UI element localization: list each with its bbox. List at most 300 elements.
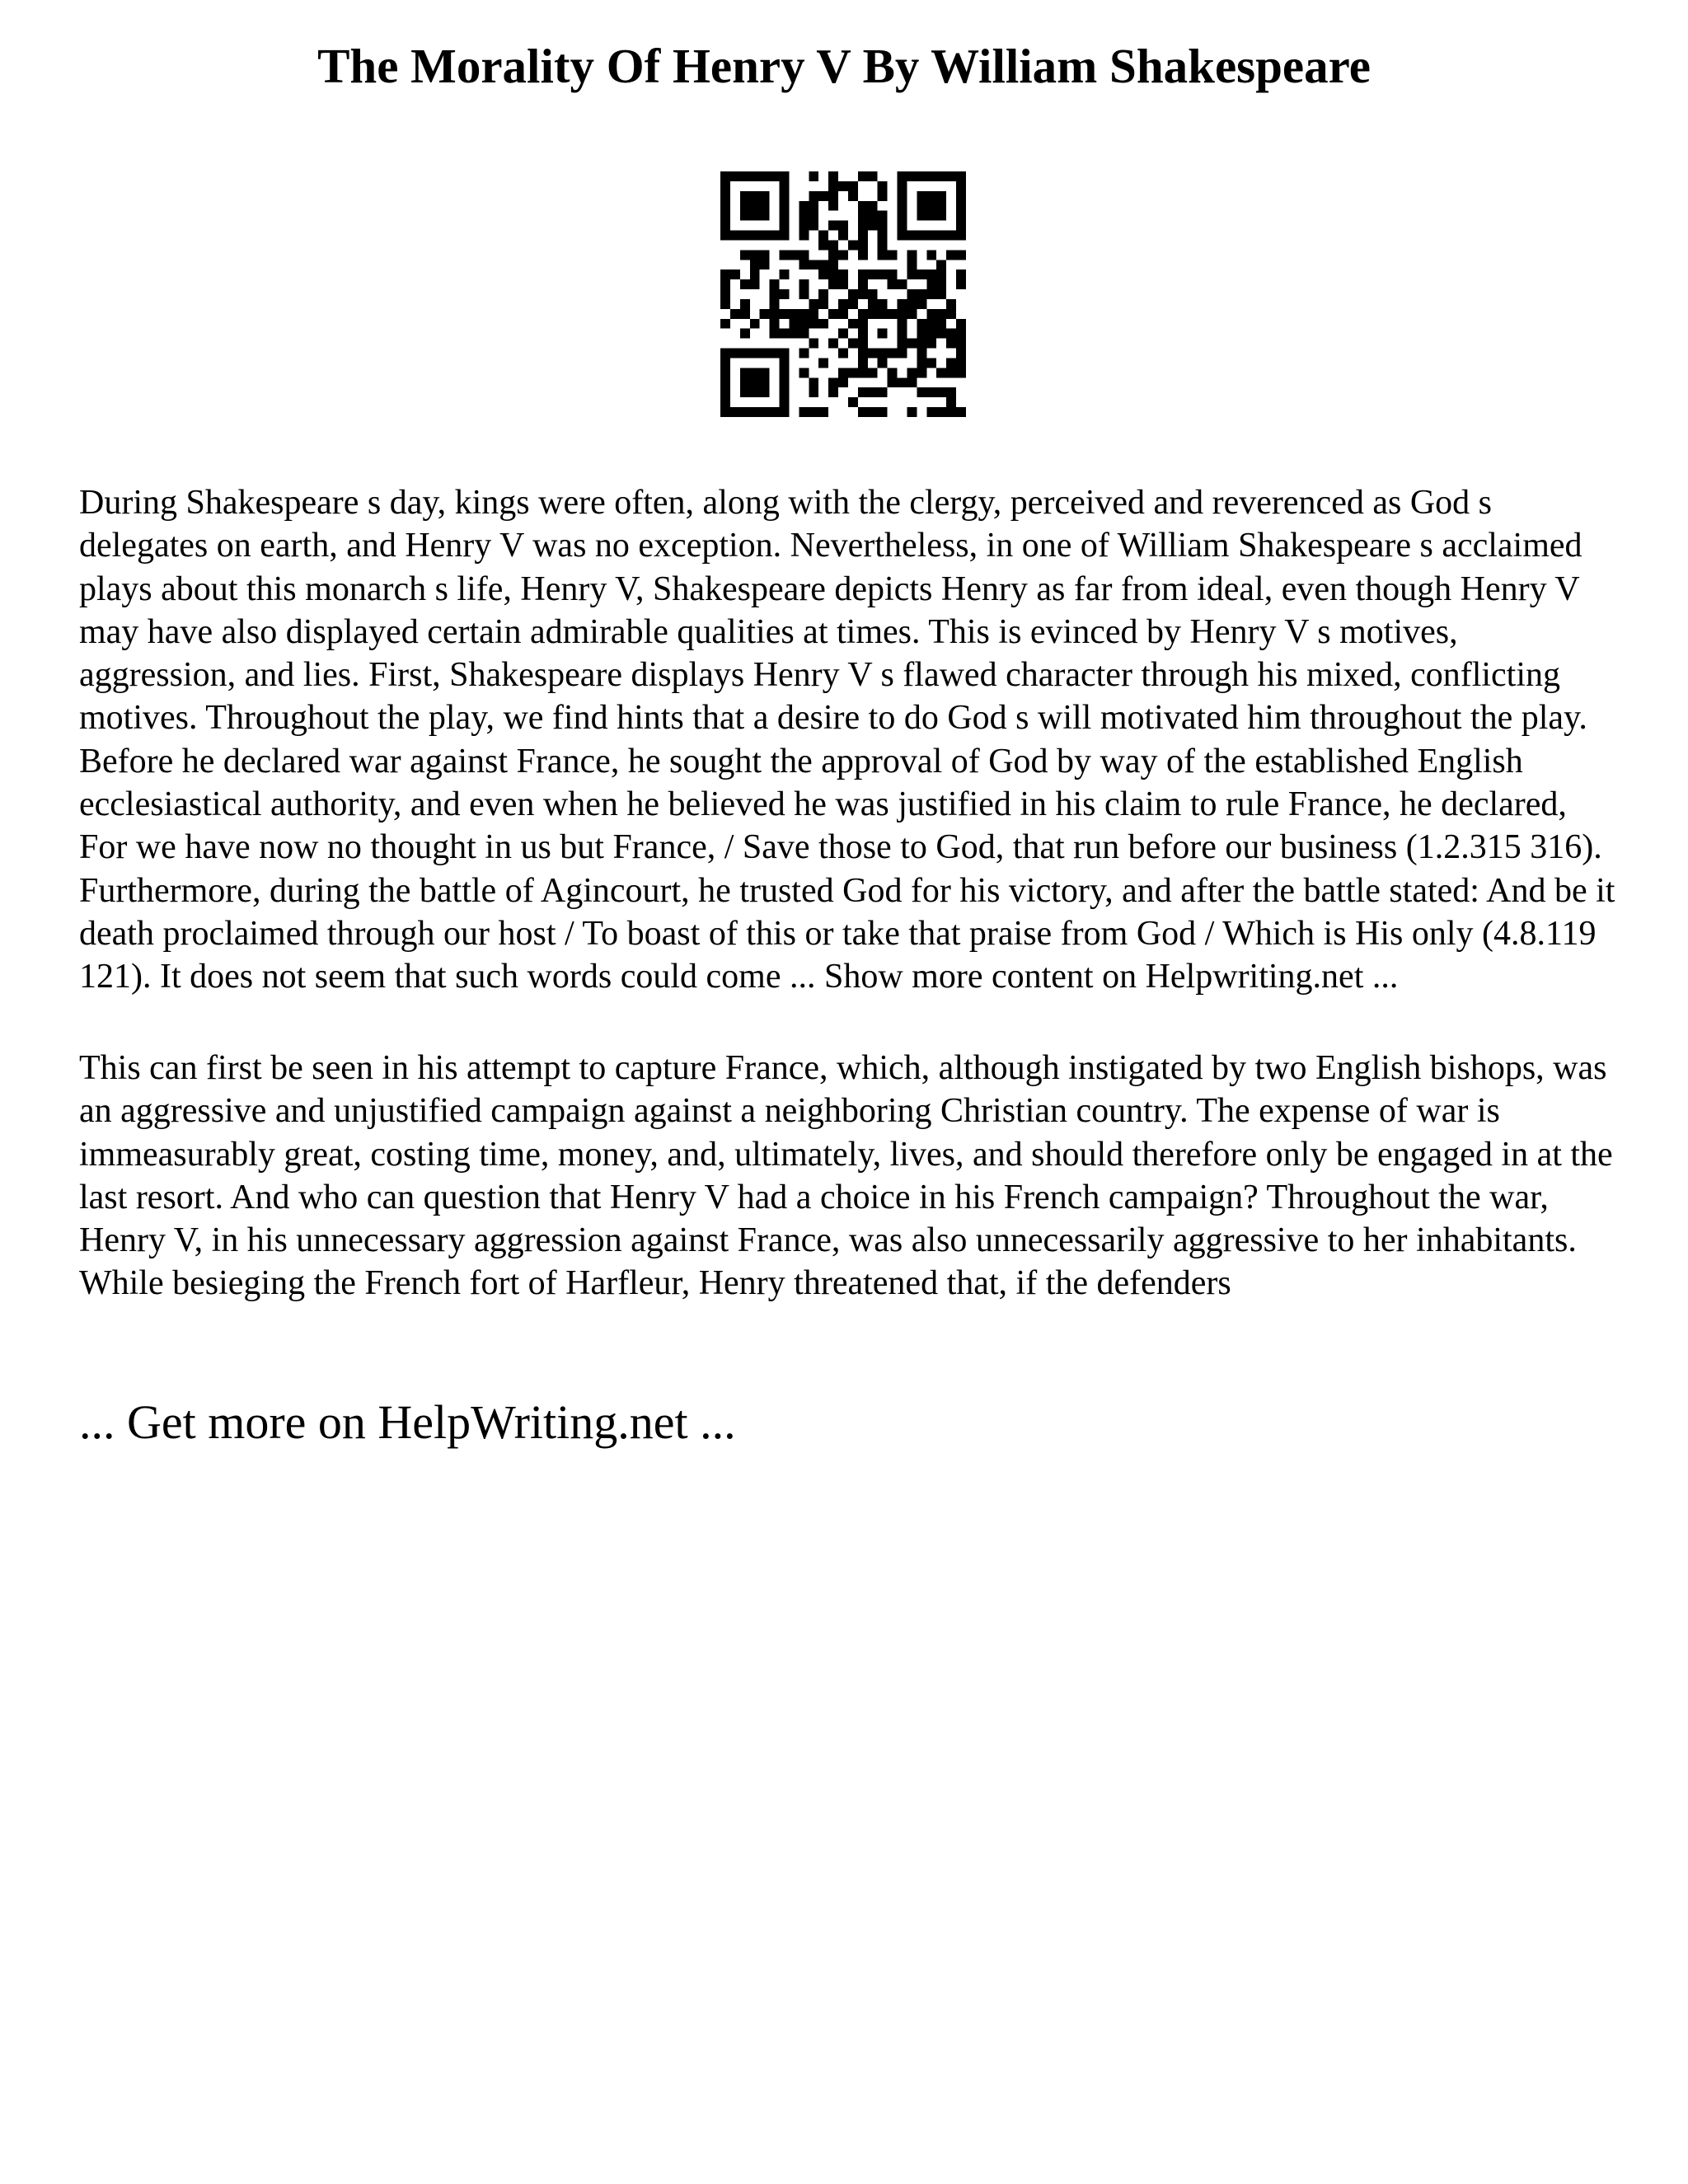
qr-module — [780, 201, 790, 211]
qr-module — [936, 231, 946, 241]
qr-module — [789, 309, 799, 319]
qr-module — [956, 279, 966, 289]
qr-module — [917, 329, 926, 339]
qr-module — [828, 339, 838, 349]
qr-module — [907, 171, 917, 181]
qr-module — [770, 407, 780, 417]
qr-module — [780, 181, 790, 191]
qr-module — [770, 279, 780, 289]
qr-module — [917, 358, 926, 368]
qr-module — [730, 231, 740, 241]
qr-module — [848, 319, 858, 329]
qr-module — [898, 211, 907, 221]
qr-module — [878, 349, 888, 359]
qr-module — [740, 407, 750, 417]
qr-module — [740, 349, 750, 359]
qr-module — [780, 211, 790, 221]
qr-module — [858, 407, 868, 417]
qr-module — [740, 299, 750, 309]
qr-module — [917, 349, 926, 359]
qr-module — [809, 171, 818, 181]
qr-module — [926, 269, 936, 279]
qr-module — [946, 407, 956, 417]
qr-module — [760, 349, 770, 359]
qr-module — [926, 339, 936, 349]
qr-module — [750, 211, 760, 221]
qr-module — [907, 299, 917, 309]
qr-module — [946, 387, 956, 397]
qr-module — [898, 191, 907, 201]
qr-module — [848, 339, 858, 349]
qr-module — [878, 181, 888, 191]
qr-module — [809, 309, 818, 319]
qr-module — [868, 309, 878, 319]
qr-module — [907, 377, 917, 387]
qr-module — [750, 171, 760, 181]
qr-module — [848, 299, 858, 309]
qr-module — [946, 231, 956, 241]
qr-module — [720, 231, 730, 241]
qr-module — [878, 309, 888, 319]
qr-module — [936, 171, 946, 181]
qr-module — [780, 387, 790, 397]
qr-module — [760, 201, 770, 211]
qr-module — [770, 171, 780, 181]
qr-module — [926, 329, 936, 339]
qr-module — [848, 397, 858, 407]
qr-module — [818, 240, 828, 250]
qr-module — [956, 269, 966, 279]
qr-module — [868, 299, 878, 309]
qr-module — [799, 349, 809, 359]
qr-module — [809, 407, 818, 417]
qr-module — [926, 407, 936, 417]
qr-module — [907, 368, 917, 377]
qr-module — [907, 231, 917, 241]
qr-module — [818, 231, 828, 241]
qr-module — [926, 387, 936, 397]
qr-module — [956, 368, 966, 377]
qr-module — [907, 309, 917, 319]
qr-module — [858, 349, 868, 359]
qr-module — [917, 191, 926, 201]
qr-module — [770, 231, 780, 241]
qr-module — [799, 368, 809, 377]
qr-module — [740, 368, 750, 377]
qr-module — [888, 309, 898, 319]
qr-module — [720, 397, 730, 407]
qr-module — [848, 191, 858, 201]
qr-module — [780, 329, 790, 339]
qr-module — [818, 319, 828, 329]
qr-module — [917, 339, 926, 349]
qr-module — [750, 319, 760, 329]
qr-module — [720, 358, 730, 368]
qr-module — [936, 269, 946, 279]
qr-module — [907, 260, 917, 269]
body-paragraph-2: This can first be seen in his attempt to capture France, which, although instigated by two English bishops, was an aggressive and unjustified campaign against a neighboring Christian country. The expense of war is immeasurably great, costing time, money, and, ultimately, lives, and should therefore only be engaged in at the last resort. And who can question that Henry V had a choice in his French campaign? Throughout the war, Henry V, in his unnecessary aggression against France, was also unnecessarily aggressive to her inhabitants. While besieging the French fort of Harfleur, Henry threatened that, if the defenders — [79, 1049, 1613, 1303]
qr-module — [789, 250, 799, 260]
qr-module — [828, 181, 838, 191]
qr-module — [936, 211, 946, 221]
qr-module — [720, 319, 730, 329]
qr-module — [838, 279, 848, 289]
qr-module — [799, 319, 809, 329]
qr-module — [868, 407, 878, 417]
qr-module — [946, 171, 956, 181]
qr-module — [898, 329, 907, 339]
qr-module — [799, 201, 809, 211]
qr-module — [799, 407, 809, 417]
qr-module — [828, 201, 838, 211]
qr-module — [780, 191, 790, 201]
qr-module — [740, 231, 750, 241]
qr-module — [760, 171, 770, 181]
qr-module — [898, 231, 907, 241]
qr-module — [898, 279, 907, 289]
qr-module — [780, 231, 790, 241]
qr-module — [809, 377, 818, 387]
qr-module — [799, 231, 809, 241]
qr-module — [936, 319, 946, 329]
qr-module — [917, 319, 926, 329]
qr-module — [888, 377, 898, 387]
qr-module — [946, 299, 956, 309]
qr-module — [750, 201, 760, 211]
qr-module — [760, 309, 770, 319]
qr-module — [828, 279, 838, 289]
qr-module — [750, 387, 760, 397]
qr-module — [809, 339, 818, 349]
qr-module — [917, 211, 926, 221]
qr-module — [878, 299, 888, 309]
qr-module — [936, 191, 946, 201]
qr-module — [828, 269, 838, 279]
qr-module — [936, 329, 946, 339]
qr-module — [838, 309, 848, 319]
qr-module — [926, 319, 936, 329]
qr-module — [750, 191, 760, 201]
qr-module — [838, 181, 848, 191]
qr-module — [936, 260, 946, 269]
qr-module — [936, 387, 946, 397]
qr-module — [780, 349, 790, 359]
qr-module — [956, 319, 966, 329]
qr-module — [917, 171, 926, 181]
qr-module — [828, 250, 838, 260]
qr-module — [740, 309, 750, 319]
qr-module — [828, 377, 838, 387]
qr-module — [828, 191, 838, 201]
qr-module — [818, 407, 828, 417]
qr-module — [936, 279, 946, 289]
qr-module — [799, 260, 809, 269]
qr-module — [780, 407, 790, 417]
qr-module — [878, 191, 888, 201]
qr-module — [720, 171, 730, 181]
qr-module — [838, 349, 848, 359]
qr-module — [858, 250, 868, 260]
qr-module — [858, 221, 868, 231]
qr-module — [926, 191, 936, 201]
qr-module — [838, 221, 848, 231]
qr-module — [750, 231, 760, 241]
qr-module — [760, 211, 770, 221]
qr-module — [780, 368, 790, 377]
qr-module — [720, 201, 730, 211]
qr-module — [809, 299, 818, 309]
qr-module — [750, 407, 760, 417]
qr-module — [760, 260, 770, 269]
qr-module — [720, 211, 730, 221]
qr-module — [720, 387, 730, 397]
qr-module — [780, 289, 790, 299]
qr-module — [818, 191, 828, 201]
qr-module — [898, 181, 907, 191]
qr-module — [740, 279, 750, 289]
qr-module — [946, 339, 956, 349]
qr-module — [828, 171, 838, 181]
qr-module — [740, 377, 750, 387]
qr-module — [917, 299, 926, 309]
qr-module — [809, 201, 818, 211]
qr-module — [730, 407, 740, 417]
qr-module — [926, 250, 936, 260]
qr-module — [956, 250, 966, 260]
qr-module — [818, 358, 828, 368]
qr-module — [750, 279, 760, 289]
qr-module — [760, 387, 770, 397]
qr-module — [956, 191, 966, 201]
qr-module — [760, 377, 770, 387]
qr-module — [878, 231, 888, 241]
qr-module — [828, 260, 838, 269]
qr-module — [828, 387, 838, 397]
qr-module — [720, 368, 730, 377]
qr-module — [730, 309, 740, 319]
qr-module — [750, 260, 760, 269]
qr-module — [946, 329, 956, 339]
qr-module — [926, 279, 936, 289]
qr-module — [848, 368, 858, 377]
qr-module — [956, 231, 966, 241]
qr-module — [750, 269, 760, 279]
qr-module — [888, 368, 898, 377]
qr-module — [878, 250, 888, 260]
qr-module — [858, 269, 868, 279]
qr-module — [780, 171, 790, 181]
qr-module — [740, 171, 750, 181]
qr-module — [878, 240, 888, 250]
qr-module — [799, 309, 809, 319]
qr-module — [898, 319, 907, 329]
qr-module — [720, 407, 730, 417]
qr-module — [917, 368, 926, 377]
qr-module — [888, 269, 898, 279]
qr-module — [838, 269, 848, 279]
qr-module — [936, 368, 946, 377]
qr-module — [878, 387, 888, 397]
qr-module — [838, 329, 848, 339]
qr-module — [858, 339, 868, 349]
qr-module — [878, 269, 888, 279]
qr-module — [858, 171, 868, 181]
qr-module — [780, 250, 790, 260]
qr-module — [760, 250, 770, 260]
qr-module — [868, 387, 878, 397]
qr-module — [926, 231, 936, 241]
qr-module — [936, 309, 946, 319]
qr-module — [898, 377, 907, 387]
qr-module — [740, 387, 750, 397]
qr-module — [770, 349, 780, 359]
qr-module — [926, 358, 936, 368]
qr-module — [809, 221, 818, 231]
qr-module — [760, 368, 770, 377]
qr-module — [828, 309, 838, 319]
qr-module — [858, 309, 868, 319]
qr-module — [956, 358, 966, 368]
qr-module — [828, 221, 838, 231]
qr-module — [878, 329, 888, 339]
qr-module — [926, 171, 936, 181]
qr-module — [858, 387, 868, 397]
qr-module — [917, 231, 926, 241]
qr-module — [926, 211, 936, 221]
qr-module — [720, 289, 730, 299]
qr-module — [760, 231, 770, 241]
qr-module — [888, 349, 898, 359]
qr-module — [878, 221, 888, 231]
qr-module — [898, 349, 907, 359]
qr-module — [926, 289, 936, 299]
qr-module — [926, 309, 936, 319]
qr-module — [868, 171, 878, 181]
qr-module — [838, 368, 848, 377]
qr-module — [956, 339, 966, 349]
qr-module — [907, 250, 917, 260]
qr-module — [780, 358, 790, 368]
qr-module — [740, 191, 750, 201]
qr-module — [818, 289, 828, 299]
qr-module — [868, 201, 878, 211]
qr-module — [917, 269, 926, 279]
qr-module — [809, 191, 818, 201]
qr-module — [720, 221, 730, 231]
qr-module — [838, 250, 848, 260]
qr-module — [858, 201, 868, 211]
qr-module — [789, 329, 799, 339]
qr-module — [740, 250, 750, 260]
get-more-link[interactable]: ... Get more on HelpWriting.net ... — [79, 1395, 736, 1449]
qr-module — [946, 368, 956, 377]
qr-module — [760, 191, 770, 201]
qr-module — [898, 221, 907, 231]
qr-module — [809, 260, 818, 269]
qr-module — [878, 211, 888, 221]
qr-module — [898, 171, 907, 181]
qr-module — [858, 279, 868, 289]
qr-module — [740, 201, 750, 211]
qr-module — [956, 407, 966, 417]
qr-module — [888, 279, 898, 289]
qr-module — [898, 201, 907, 211]
qr-module — [799, 329, 809, 339]
qr-module — [770, 289, 780, 299]
qr-module — [750, 250, 760, 260]
qr-code-icon — [720, 171, 966, 417]
qr-module — [780, 377, 790, 387]
qr-module — [750, 368, 760, 377]
qr-module — [799, 221, 809, 231]
qr-module — [720, 181, 730, 191]
qr-module — [898, 299, 907, 309]
qr-module — [730, 171, 740, 181]
qr-module — [828, 240, 838, 250]
qr-module — [878, 358, 888, 368]
qr-module — [848, 181, 858, 191]
qr-module — [868, 349, 878, 359]
qr-module — [878, 407, 888, 417]
qr-module — [956, 201, 966, 211]
qr-module — [789, 319, 799, 329]
qr-module — [868, 221, 878, 231]
qr-module — [868, 211, 878, 221]
qr-module — [907, 289, 917, 299]
qr-module — [858, 211, 868, 221]
qr-module — [936, 407, 946, 417]
qr-module — [809, 211, 818, 221]
qr-module — [917, 289, 926, 299]
qr-module — [809, 319, 818, 329]
qr-module — [898, 339, 907, 349]
qr-module — [780, 397, 790, 407]
qr-module — [946, 250, 956, 260]
qr-module — [868, 289, 878, 299]
qr-module — [720, 269, 730, 279]
qr-module — [858, 319, 868, 329]
qr-module — [907, 269, 917, 279]
qr-module — [818, 260, 828, 269]
qr-module — [888, 250, 898, 260]
qr-module — [956, 329, 966, 339]
qr-module — [809, 387, 818, 397]
qr-module — [720, 349, 730, 359]
qr-module — [838, 299, 848, 309]
qr-module — [818, 299, 828, 309]
qr-module — [740, 211, 750, 221]
qr-module — [936, 289, 946, 299]
qr-module — [730, 349, 740, 359]
qr-module — [946, 309, 956, 319]
qr-module — [858, 231, 868, 241]
qr-module — [868, 368, 878, 377]
qr-module — [750, 349, 760, 359]
qr-module — [720, 377, 730, 387]
qr-module — [946, 397, 956, 407]
qr-module — [780, 269, 790, 279]
body-paragraph-1: During Shakespeare s day, kings were often, along with the clergy, perceived and reverenced as God s delegates on earth, and Henry V was no exception. Nevertheless, in one of William Shakespeare s acclaimed plays about this monarch s life, Henry V, Shakespeare depicts Henry as far from ideal, even though Henry V may have also displayed certain admirable qualities at times. This is evinced by Henry V s motives, aggression, and lies. First, Shakespeare displays Henry V s flawed character through his mixed, conflicting motives. Throughout the play, we find hints that a desire to do God s will motivated him throughout the play. Before he declared war against France, he sought the approval of God by way of the established English ecclesiastical authority, and even when he believed he was justified in his claim to rule France, he declared, For we have now no thought in us but France, / Save those to God, that run before our business (1.2.315 316). Furthermore, during the battle of Agincourt, he trusted God for his victory, and after the battle stated: And be it death proclaimed through our host / To boast of this or take that praise from God / Which is His only (4.8.119 121). It does not seem that such words could come ... Show more content on Helpwriting.net ... — [79, 484, 1615, 996]
qr-module — [760, 407, 770, 417]
qr-module — [956, 181, 966, 191]
qr-module — [956, 171, 966, 181]
qr-module — [926, 201, 936, 211]
qr-module — [858, 358, 868, 368]
qr-module — [799, 289, 809, 299]
qr-module — [858, 329, 868, 339]
qr-module — [917, 201, 926, 211]
page-title: The Morality Of Henry V By William Shakespeare — [317, 39, 1371, 93]
